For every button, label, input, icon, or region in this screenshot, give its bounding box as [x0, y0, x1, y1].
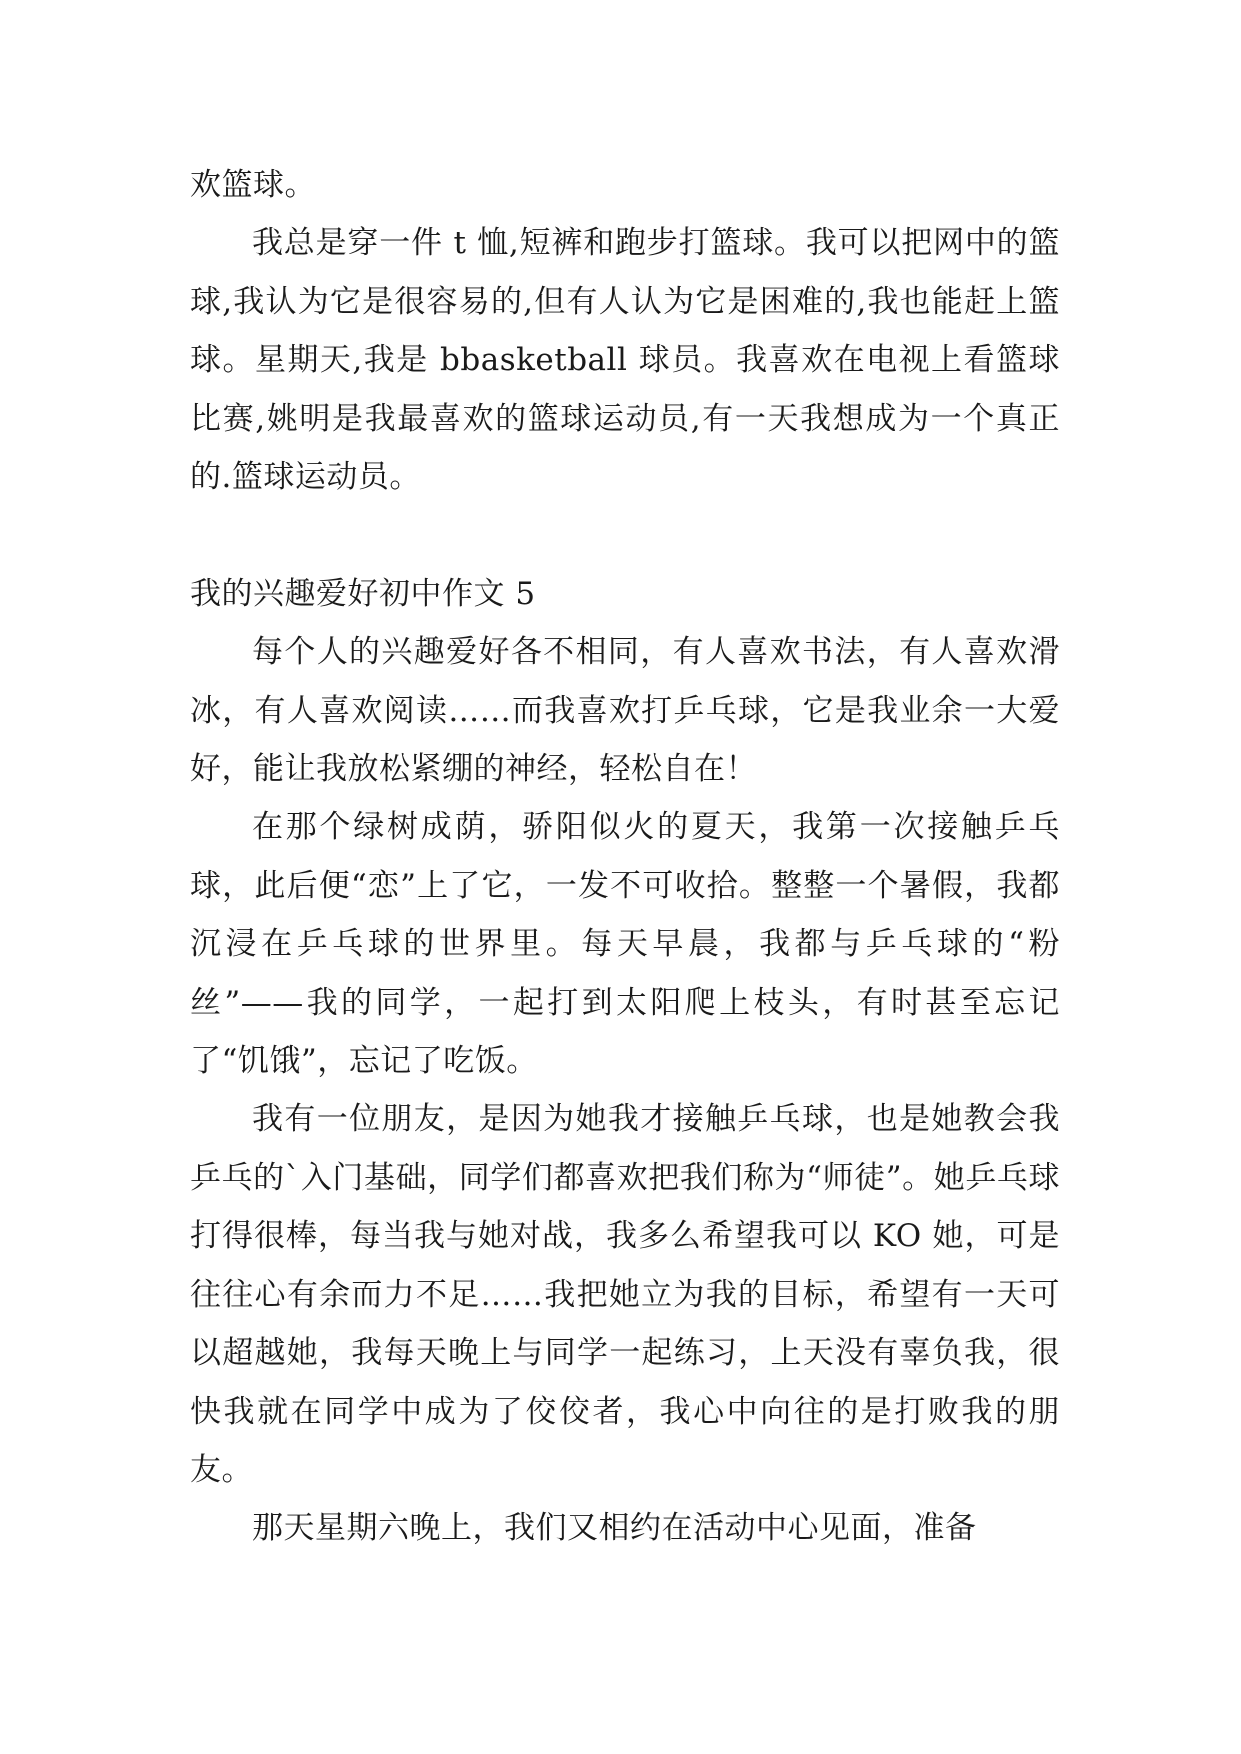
paragraph-summer: 在那个绿树成荫，骄阳似火的夏天，我第一次接触乒乓球，此后便“恋”上了它，一发不可收拾。整整一个暑假，我都沉浸在乒乓球的世界里。每天早晨，我都与乒乓球的“粉丝”——我的同学，一起打到太阳爬上枝头，有时甚至忘记了“饥饿”，忘记了吃饭。: [190, 809, 1060, 1080]
paragraph-basketball: 我总是穿一件 t 恤,短裤和跑步打篮球。我可以把网中的篮球,我认为它是很容易的,但有人认为它是困难的,我也能赶上篮球。星期天,我是 bbasketball 球员。我喜欢在电视上看篮球比赛,姚明是我最喜欢的篮球运动员,有一天我想成为一个真正的.篮球运动员。: [190, 225, 1060, 496]
section-spacer: [190, 506, 1060, 564]
paragraph-continuation: 欢篮球。: [190, 167, 316, 203]
paragraph-friend: 我有一位朋友，是因为她我才接触乒乓球，也是她教会我乒乓的`入门基础，同学们都喜欢把我们称为“师徒”。她乒乓球打得很棒，每当我与她对战，我多么希望我可以 KO 她，可是往往心有余而力不足……我把她立为我的目标，希望有一天可以超越她，我每天晚上与同学一起练习，上天没有辜负我，很快我就在同学中成为了佼佼者，我心中向往的是打败我的朋友。: [190, 1101, 1060, 1488]
document-body: [190, 156, 1060, 1558]
section-title: 我的兴趣爱好初中作文 5: [190, 575, 536, 612]
paragraph-saturday: 那天星期六晚上，我们又相约在活动中心见面，准备: [252, 1510, 977, 1547]
paragraph-intro: 每个人的兴趣爱好各不相同，有人喜欢书法，有人喜欢滑冰，有人喜欢阅读……而我喜欢打乒乓球，它是我业余一大爱好，能让我放松紧绷的神经，轻松自在！: [190, 634, 1060, 788]
